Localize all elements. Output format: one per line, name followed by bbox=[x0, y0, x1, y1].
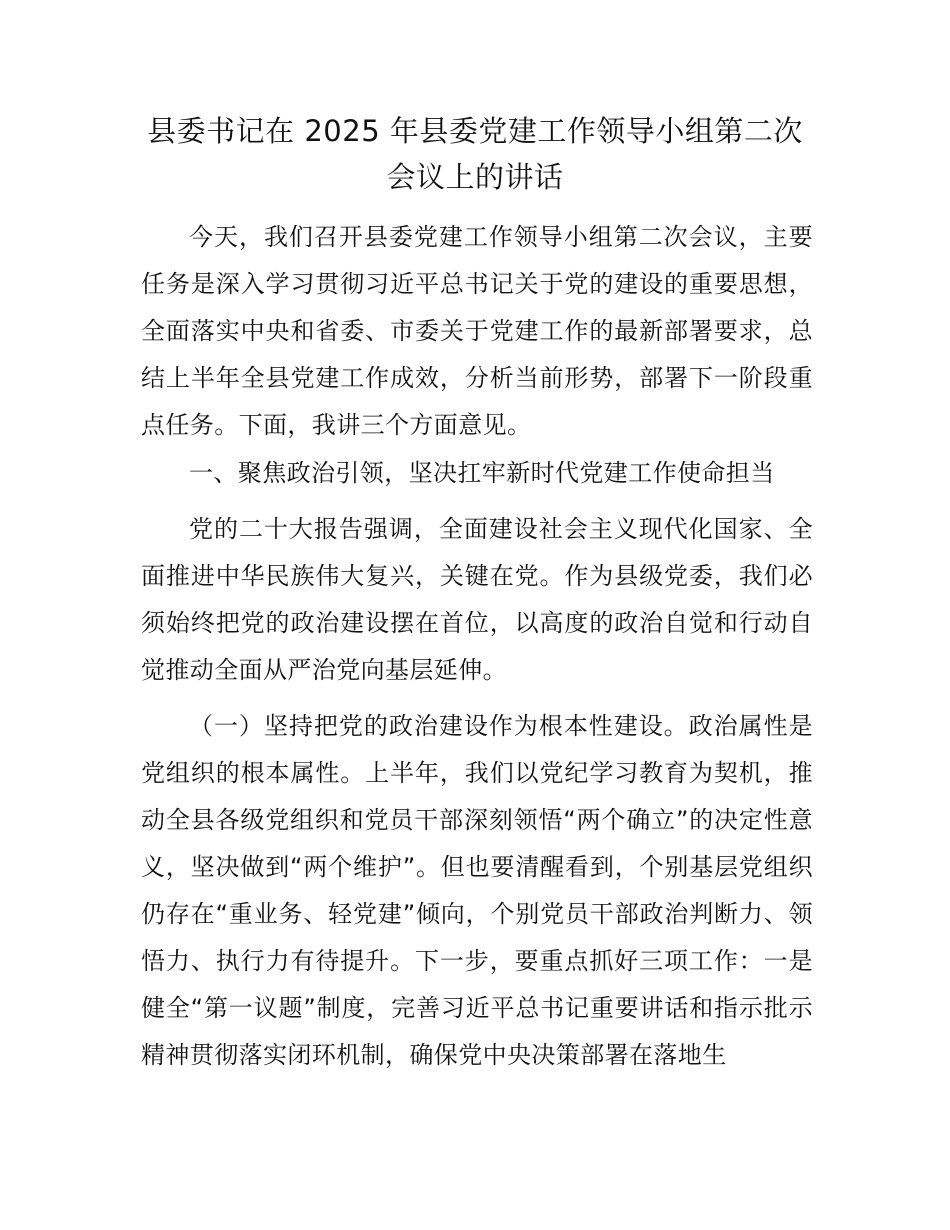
section-1-paragraph: 党的二十大报告强调，全面建设社会主义现代化国家、全面推进中华民族伟大复兴，关键在党。作为县级党委，我们必须始终把党的政治建设摆在首位，以高度的政治自觉和行动自觉推动全面从严治党向基层延伸。 bbox=[141, 515, 813, 684]
opening-paragraph: 今天，我们召开县委党建工作领导小组第二次会议，主要任务是深入学习贯彻习近平总书记关于党的建设的重要思想，全面落实中央和省委、市委关于党建工作的最新部署要求，总结上半年全县党建工作成效，分析当前形势，部署下一阶段重点任务。下面，我讲三个方面意见。 bbox=[141, 223, 813, 439]
page-title: 县委书记在 2025 年县委党建工作领导小组第二次会议上的讲话 bbox=[147, 114, 803, 194]
subsection-1-paragraph: （一）坚持把党的政治建设作为根本性建设。政治属性是党组织的根本属性。上半年，我们以党纪学习教育为契机，推动全县各级党组织和党员干部深刻领悟“两个确立”的决定性意义，坚决做到“两个维护”。但也要清醒看到，个别基层党组织仍存在“重业务、轻党建”倾向，个别党员干部政治判断力、领悟力、执行力有待提升。下一步，要重点抓好三项工作：一是健全“第一议题”制度，完善习近平总书记重要讲话和指示批示精神贯彻落实闭环机制，确保党中央决策部署在落地生 bbox=[141, 712, 813, 1069]
section-heading-1: 一、聚焦政治引领，坚决扛牢新时代党建工作使命担当 bbox=[189, 459, 775, 487]
document-body bbox=[141, 214, 813, 1079]
